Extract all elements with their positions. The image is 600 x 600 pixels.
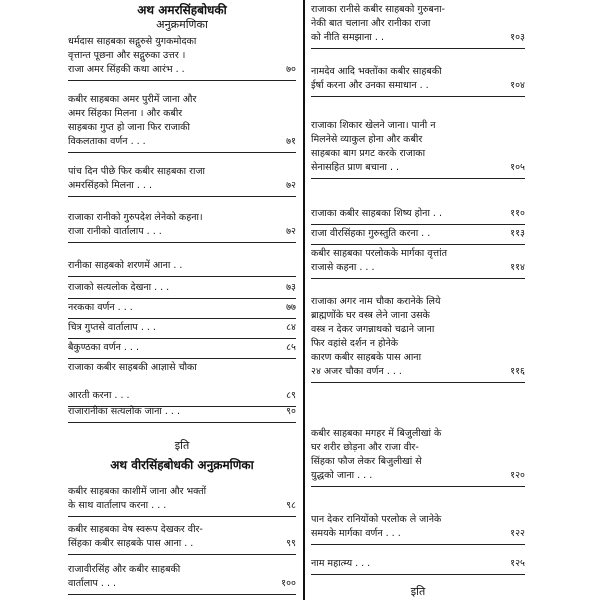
page-number: ९९: [286, 538, 296, 549]
entry-text-line: युद्धको जाना . . .: [311, 470, 373, 481]
index-entry: [311, 556, 525, 575]
entry-text-line: कबीर साहबका परलोकके मार्गका वृत्तांत: [311, 248, 447, 259]
index-entry: [311, 118, 525, 179]
entry-text-line: कबीर साहबका मगहर में बिजुलीखां के: [311, 428, 442, 439]
page-number: ७२: [286, 180, 296, 191]
entry-text-line: राजाका रानीसे कबीर साहबको गुरुबना-: [311, 4, 445, 15]
entry-text-line: धर्मदास साहबका सद्गुरुसे युगकमोदका: [68, 36, 197, 47]
page-number: ८४: [286, 322, 296, 333]
entry-text-line: साहबका गुप्त हो जाना फिर राजाकी: [68, 122, 190, 133]
index-entry: [68, 320, 296, 339]
entry-text-line: ईर्षा करना और उनका समाधान . .: [311, 80, 429, 91]
index-entry: [68, 562, 296, 595]
entry-text-line: कारण कबीर साहबके पास आना: [311, 352, 422, 363]
entry-text-line: सेनासहित प्राण बचाना . .: [311, 162, 400, 173]
page-number: ११३: [510, 228, 525, 239]
left-column: [68, 0, 296, 600]
page-number: १२०: [510, 470, 525, 481]
index-entry: [68, 280, 296, 299]
index-entry: [68, 164, 296, 197]
entry-text-line: अमरसिंहको मिलना . . .: [68, 180, 152, 191]
section-subheading: अनुक्रमणिका: [156, 18, 208, 31]
page-number: ८९: [286, 390, 296, 401]
iti-label: इति: [410, 585, 426, 598]
page-number: ७२: [286, 226, 296, 237]
entry-text-line: बैकुण्ठका वर्णन . . .: [68, 342, 139, 353]
index-entry: [68, 300, 296, 319]
entry-text-line: समयके मार्गका वर्णन . . .: [311, 528, 401, 539]
index-entry: [311, 246, 525, 279]
entry-text-line: राजाका रानीको गुरुपदेश लेनेको कहना।: [68, 212, 203, 223]
entry-text-line: साहबका बाग प्रगट करके राजाका: [311, 148, 426, 159]
entry-text-line: फिर वहांसे दर्शन न होनेके: [311, 338, 399, 349]
index-entry: [68, 360, 296, 407]
entry-text-line: राजाको सत्यलोक देखना . . .: [68, 282, 170, 293]
entry-text-line: नरकका वर्णन . . .: [68, 302, 133, 313]
entry-text-line: कबीर साहबका वेष स्वरूप देखकर वीर-: [68, 524, 203, 535]
page-number: १२२: [510, 528, 525, 539]
entry-text-line: राजाका शिकार खेलने जाना। पानी न: [311, 120, 436, 131]
page-number: १०४: [510, 80, 525, 91]
entry-text-line: वस्त्र न देकर जगन्नाथको चढाने जाना: [311, 324, 435, 335]
index-entry: [68, 92, 296, 153]
entry-text-line: को नीति समझाना . .: [311, 32, 384, 43]
index-entry: [311, 512, 525, 545]
entry-text-line: राजावीरसिंह और कबीर साहबकी: [68, 564, 181, 575]
page-number: १०३: [510, 32, 525, 43]
entry-text-line: राजाका कबीर साहबकी आज्ञासे चौका: [68, 362, 197, 373]
index-entry: [68, 404, 296, 423]
index-entry: [311, 226, 525, 245]
page-number: १२५: [510, 558, 525, 569]
index-entry: [311, 294, 525, 383]
entry-text-line: राजासे कहना . . .: [311, 262, 375, 273]
entry-text-line: राजा रानीको वार्तालाप . . .: [68, 226, 162, 237]
index-entry: [68, 340, 296, 359]
index-entry: [68, 210, 296, 243]
entry-text-line: राजारानीका सत्यलोक जाना . . .: [68, 406, 180, 417]
entry-text-line: राजाका अगर नाम चौका करानेके लिये: [311, 296, 441, 307]
index-entry: [68, 484, 296, 517]
index-entry: [68, 34, 296, 81]
entry-text-line: वृत्तान्त पूछना और सद्गुरुका उत्तर ।: [68, 50, 186, 61]
entry-text-line: पान देकर रानियोंको परलोक ले जानेके: [311, 514, 442, 525]
entry-text-line: नेकी बात चलाना और रानीका राजा: [311, 18, 431, 29]
entry-text-line: सिंहका कबीर साहबके पास आना . .: [68, 538, 194, 549]
page-number: ७०: [286, 64, 296, 75]
entry-text-line: नाम महात्म्य . . .: [311, 558, 371, 569]
entry-text-line: मिलनेसे व्याकुल होना और कबीर: [311, 134, 423, 145]
iti-label: इति: [174, 439, 190, 452]
entry-text-line: राजा वीरसिंहका गुरुस्तुति करना . .: [311, 228, 431, 239]
entry-text-line: कबीर साहबका काशीमें जाना और भक्तों: [68, 486, 207, 497]
entry-text-line: राजा अमर सिंहकी कथा आरंभ . .: [68, 64, 185, 75]
page-number: ८५: [286, 342, 296, 353]
entry-text-line: आरती करना . . .: [68, 390, 130, 401]
index-entry: [311, 426, 525, 487]
page-number: १०५: [510, 162, 525, 173]
page-number: ९०: [286, 406, 296, 417]
index-entry: [311, 64, 525, 97]
page-number: १००: [281, 578, 296, 589]
entry-text-line: कबीर साहबका अमर पुरीमें जाना और: [68, 94, 197, 105]
entry-text-line: नामदेव आदि भक्तोंका कबीर साहबकी: [311, 66, 442, 77]
section-heading: अथ वीरसिंहबोधकी अनुक्रमणिका: [110, 458, 254, 472]
entry-text-line: सिंहका फौज लेकर बिजुलीखां से: [311, 456, 422, 467]
page-number: ७३: [286, 282, 296, 293]
page-number: ७७: [286, 302, 296, 313]
entry-text-line: ब्राह्मणोंके घर वस्त्र लेने जाना उसके: [311, 310, 430, 321]
entry-text-line: अमर सिंहका मिलना । और कबीर: [68, 108, 183, 119]
right-column: [311, 0, 525, 600]
index-entry: [311, 206, 525, 225]
section-heading: अथ अमरसिंहबोधकी: [137, 3, 227, 17]
page-number: ११४: [510, 262, 525, 273]
index-entry: [311, 2, 525, 49]
index-entry: [68, 522, 296, 555]
page-number: ११६: [510, 366, 525, 377]
entry-text-line: पांच दिन पीछे फिर कबीर साहबका राजा: [68, 166, 206, 177]
index-entry: [68, 258, 296, 277]
entry-text-line: २४ अजर चौका वर्णन . . .: [311, 366, 402, 377]
entry-text-line: विकलताका वर्णन . . .: [68, 136, 146, 147]
entry-text-line: वार्तालाप . . .: [68, 578, 117, 589]
entry-text-line: के साथ वार्तालाप करना . . .: [68, 500, 167, 511]
page-number: ११०: [510, 208, 525, 219]
entry-text-line: राजाका कबीर साहबका शिष्य होना . .: [311, 208, 442, 219]
entry-text-line: रानीका साहबको शरणमें आना . .: [68, 260, 183, 271]
entry-text-line: चित्र गुप्तसे वार्तालाप . . .: [68, 322, 156, 333]
page-number: ९८: [286, 500, 296, 511]
column-divider: [303, 0, 305, 600]
page-number: ७१: [286, 136, 296, 147]
entry-text-line: घर शरीर छोड़ना और राजा वीर-: [311, 442, 419, 453]
